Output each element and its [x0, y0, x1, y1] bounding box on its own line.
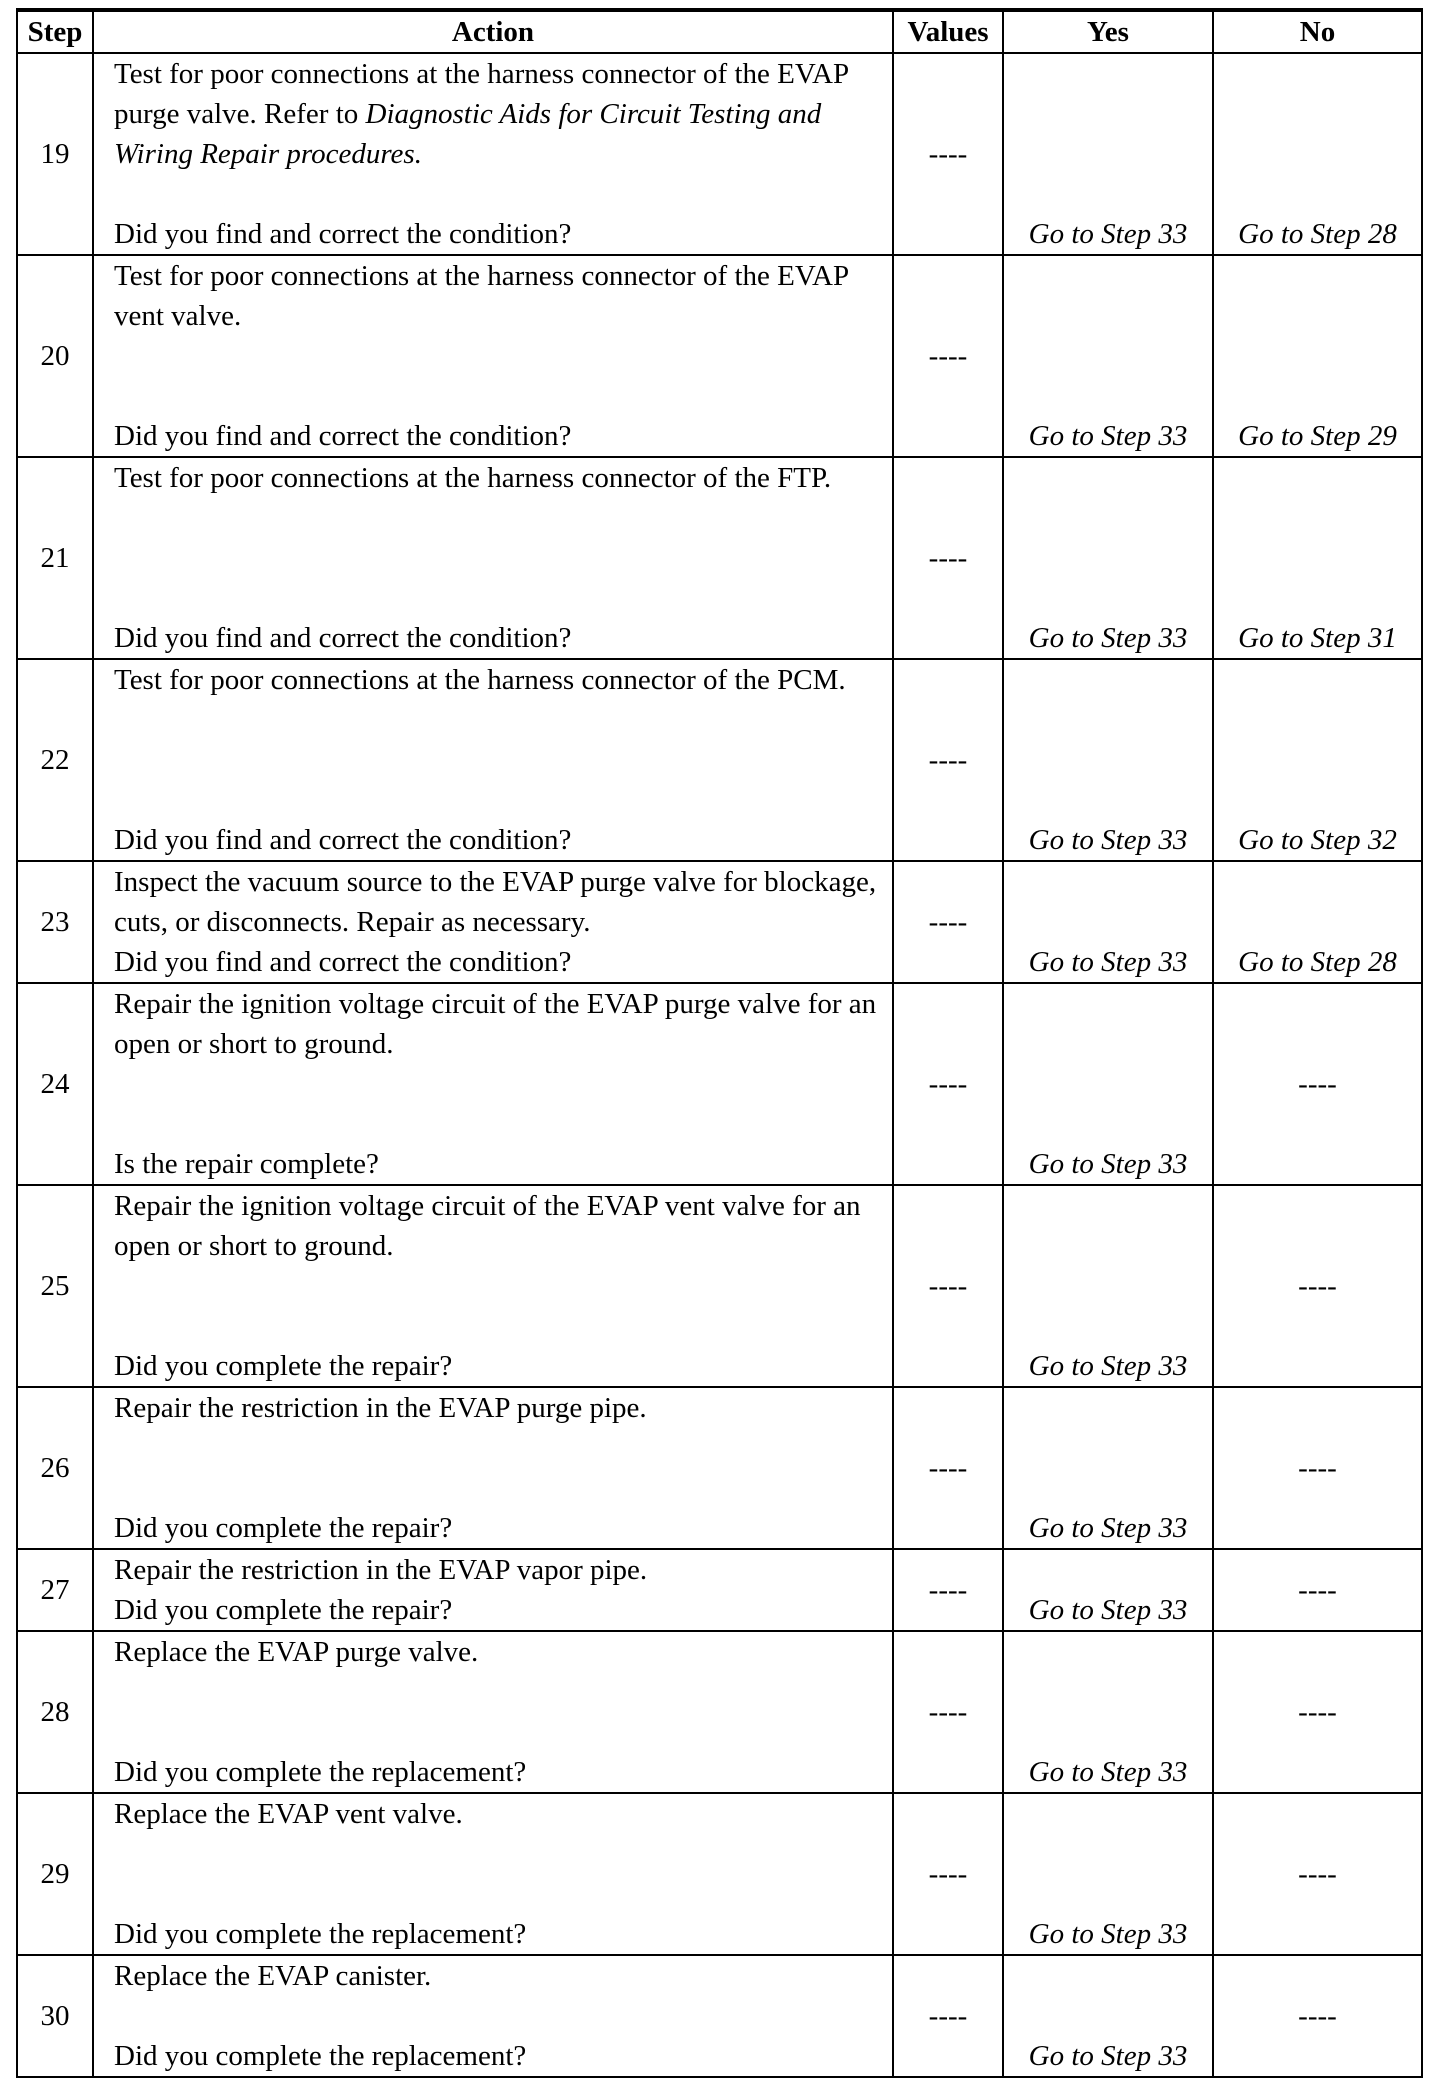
yes-cell	[1003, 53, 1213, 255]
table-row	[17, 1387, 1422, 1549]
no-cell: ----	[1213, 1631, 1422, 1793]
no-cell: ----	[1213, 1955, 1422, 2077]
values-cell: ----	[893, 1387, 1003, 1549]
table-row	[17, 53, 1422, 255]
yes-goto-link: Go to Step 33	[1028, 622, 1188, 654]
values-cell: ----	[893, 861, 1003, 983]
question-text: Did you complete the repair?	[114, 1350, 453, 1382]
no-cell	[1213, 53, 1422, 255]
action-cell	[93, 983, 893, 1185]
step-number: 26	[17, 1387, 93, 1549]
yes-goto-link: Go to Step 33	[1028, 1594, 1188, 1626]
step-number: 24	[17, 983, 93, 1185]
action-cell	[93, 1185, 893, 1387]
yes-cell	[1003, 1387, 1213, 1549]
step-number: 25	[17, 1185, 93, 1387]
step-number: 20	[17, 255, 93, 457]
values-cell: ----	[893, 53, 1003, 255]
yes-cell	[1003, 659, 1213, 861]
action-cell	[93, 1387, 893, 1549]
yes-cell	[1003, 255, 1213, 457]
step-number: 30	[17, 1955, 93, 2077]
action-text: Repair the restriction in the EVAP purge pipe.	[114, 1392, 647, 1424]
yes-goto-link: Go to Step 33	[1028, 824, 1188, 856]
no-cell	[1213, 457, 1422, 659]
yes-cell	[1003, 1549, 1213, 1631]
action-text: Replace the EVAP purge valve.	[114, 1636, 479, 1668]
values-cell: ----	[893, 1631, 1003, 1793]
no-goto-link: Go to Step 32	[1238, 824, 1397, 856]
yes-goto-link: Go to Step 33	[1028, 1148, 1188, 1180]
yes-goto-link: Go to Step 33	[1028, 1512, 1188, 1544]
table-row	[17, 983, 1422, 1185]
question-text: Did you complete the repair?	[114, 1512, 453, 1544]
question-text: Did you find and correct the condition?	[114, 622, 572, 654]
action-text: Replace the EVAP vent valve.	[114, 1798, 463, 1830]
values-cell: ----	[893, 1549, 1003, 1631]
no-cell: ----	[1213, 1387, 1422, 1549]
no-goto-link: Go to Step 28	[1238, 218, 1397, 250]
table-row	[17, 1793, 1422, 1955]
action-cell	[93, 1631, 893, 1793]
action-text: Repair the ignition voltage circuit of the EVAP purge valve for an open or short to ground.	[114, 988, 877, 1060]
step-number: 28	[17, 1631, 93, 1793]
step-number: 29	[17, 1793, 93, 1955]
action-text: Repair the restriction in the EVAP vapor pipe.	[114, 1554, 648, 1586]
question-text: Did you find and correct the condition?	[114, 824, 572, 856]
table-row	[17, 1955, 1422, 2077]
no-cell: ----	[1213, 983, 1422, 1185]
yes-cell	[1003, 457, 1213, 659]
action-cell	[93, 659, 893, 861]
table-row	[17, 457, 1422, 659]
step-number: 19	[17, 53, 93, 255]
table-row	[17, 861, 1422, 983]
table-row	[17, 659, 1422, 861]
yes-cell	[1003, 1185, 1213, 1387]
no-goto-link: Go to Step 31	[1238, 622, 1397, 654]
no-cell: ----	[1213, 1549, 1422, 1631]
question-text: Did you complete the repair?	[114, 1594, 453, 1626]
yes-cell	[1003, 1631, 1213, 1793]
step-number: 21	[17, 457, 93, 659]
action-text: Test for poor connections at the harness connector of the FTP.	[114, 462, 832, 494]
no-cell	[1213, 659, 1422, 861]
question-text: Did you complete the replacement?	[114, 1918, 527, 1950]
question-text: Did you complete the replacement?	[114, 1756, 527, 1788]
values-cell: ----	[893, 1955, 1003, 2077]
table-row	[17, 255, 1422, 457]
yes-goto-link: Go to Step 33	[1028, 1756, 1188, 1788]
action-cell	[93, 861, 893, 983]
no-goto-link: Go to Step 28	[1238, 946, 1397, 978]
diagnostic-table	[16, 8, 1423, 2078]
table-header-row	[17, 10, 1422, 53]
no-goto-link: Go to Step 29	[1238, 420, 1397, 452]
values-cell: ----	[893, 983, 1003, 1185]
action-italic-reference: Diagnostic Aids for Circuit Testing and Wiring Repair procedures.	[114, 98, 822, 170]
values-cell: ----	[893, 255, 1003, 457]
yes-goto-link: Go to Step 33	[1028, 420, 1188, 452]
action-text: Test for poor connections at the harness connector of the EVAP purge valve. Refer to Diagnostic Aids for Circuit Testing and Wiring Repair procedures.	[114, 58, 849, 170]
step-number: 22	[17, 659, 93, 861]
values-cell: ----	[893, 659, 1003, 861]
header-no: No	[1213, 10, 1422, 53]
table-row	[17, 1549, 1422, 1631]
action-cell	[93, 1955, 893, 2077]
action-cell	[93, 1549, 893, 1631]
action-text: Test for poor connections at the harness connector of the PCM.	[114, 664, 846, 696]
yes-goto-link: Go to Step 33	[1028, 2040, 1188, 2072]
yes-goto-link: Go to Step 33	[1028, 946, 1188, 978]
question-text: Did you find and correct the condition?	[114, 218, 572, 250]
action-cell	[93, 53, 893, 255]
values-cell: ----	[893, 1793, 1003, 1955]
question-text: Did you complete the replacement?	[114, 2040, 527, 2072]
no-cell: ----	[1213, 1793, 1422, 1955]
values-cell: ----	[893, 457, 1003, 659]
header-values: Values	[893, 10, 1003, 53]
action-text: Inspect the vacuum source to the EVAP purge valve for blockage, cuts, or disconnects. Repair as necessary.	[114, 866, 877, 938]
values-cell: ----	[893, 1185, 1003, 1387]
yes-goto-link: Go to Step 33	[1028, 1918, 1188, 1950]
header-yes: Yes	[1003, 10, 1213, 53]
yes-cell	[1003, 1955, 1213, 2077]
no-cell	[1213, 861, 1422, 983]
header-action: Action	[93, 10, 893, 53]
no-cell	[1213, 255, 1422, 457]
step-number: 23	[17, 861, 93, 983]
action-cell	[93, 457, 893, 659]
step-number: 27	[17, 1549, 93, 1631]
action-cell	[93, 1793, 893, 1955]
action-text: Repair the ignition voltage circuit of the EVAP vent valve for an open or short to ground.	[114, 1190, 861, 1262]
action-text: Test for poor connections at the harness connector of the EVAP vent valve.	[114, 260, 849, 332]
question-text: Did you find and correct the condition?	[114, 946, 572, 978]
yes-goto-link: Go to Step 33	[1028, 1350, 1188, 1382]
question-text: Is the repair complete?	[114, 1148, 379, 1180]
action-text: Replace the EVAP canister.	[114, 1960, 432, 1992]
table-row	[17, 1185, 1422, 1387]
no-cell: ----	[1213, 1185, 1422, 1387]
question-text: Did you find and correct the condition?	[114, 420, 572, 452]
yes-cell	[1003, 983, 1213, 1185]
yes-cell	[1003, 861, 1213, 983]
action-cell	[93, 255, 893, 457]
yes-goto-link: Go to Step 33	[1028, 218, 1188, 250]
yes-cell	[1003, 1793, 1213, 1955]
table-row	[17, 1631, 1422, 1793]
header-step: Step	[17, 10, 93, 53]
